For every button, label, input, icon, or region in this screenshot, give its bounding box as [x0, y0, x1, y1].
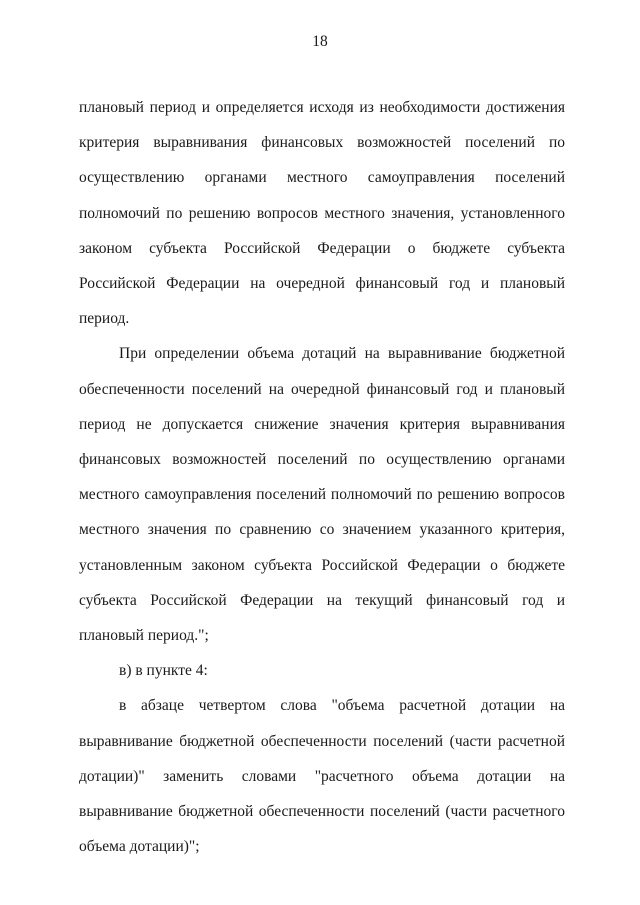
paragraph-point-4-heading: в) в пункте 4:	[119, 662, 208, 680]
paragraph-continuation: плановый период и определяется исходя из необходимости достижения критерия выравнивания финансовых возможностей поселений по осуществлению органами местного самоуправления поселений полномочий по решению вопросов местного значения, установленного законом субъекта Российской Федерации о бюджете субъекта Российской Федерации на очередной финансовый год и плановый период.	[79, 99, 565, 328]
paragraph-amendment-fourth-clause: в абзаце четвертом слова "объема расчетной дотации на выравнивание бюджетной обеспеченности поселений (части расчетной дотации)" заменить словами "расчетного объема дотации на выравнивание бюджетной обеспеченности поселений (части расчетного объема дотации)";	[79, 697, 565, 856]
page-number: 18	[312, 33, 328, 50]
document-body	[79, 90, 565, 864]
paragraph-subsidy-determination: При определении объема дотаций на выравнивание бюджетной обеспеченности поселений на очередной финансовый год и плановый период не допускается снижение значения критерия выравнивания финансовых возможностей поселений по осуществлению органами местного самоуправления поселений полномочий по решению вопросов местного значения по сравнению со значением указанного критерия, установленным законом субъекта Российской Федерации о бюджете субъекта Российской Федерации на текущий финансовый год и плановый период.";	[79, 345, 565, 645]
